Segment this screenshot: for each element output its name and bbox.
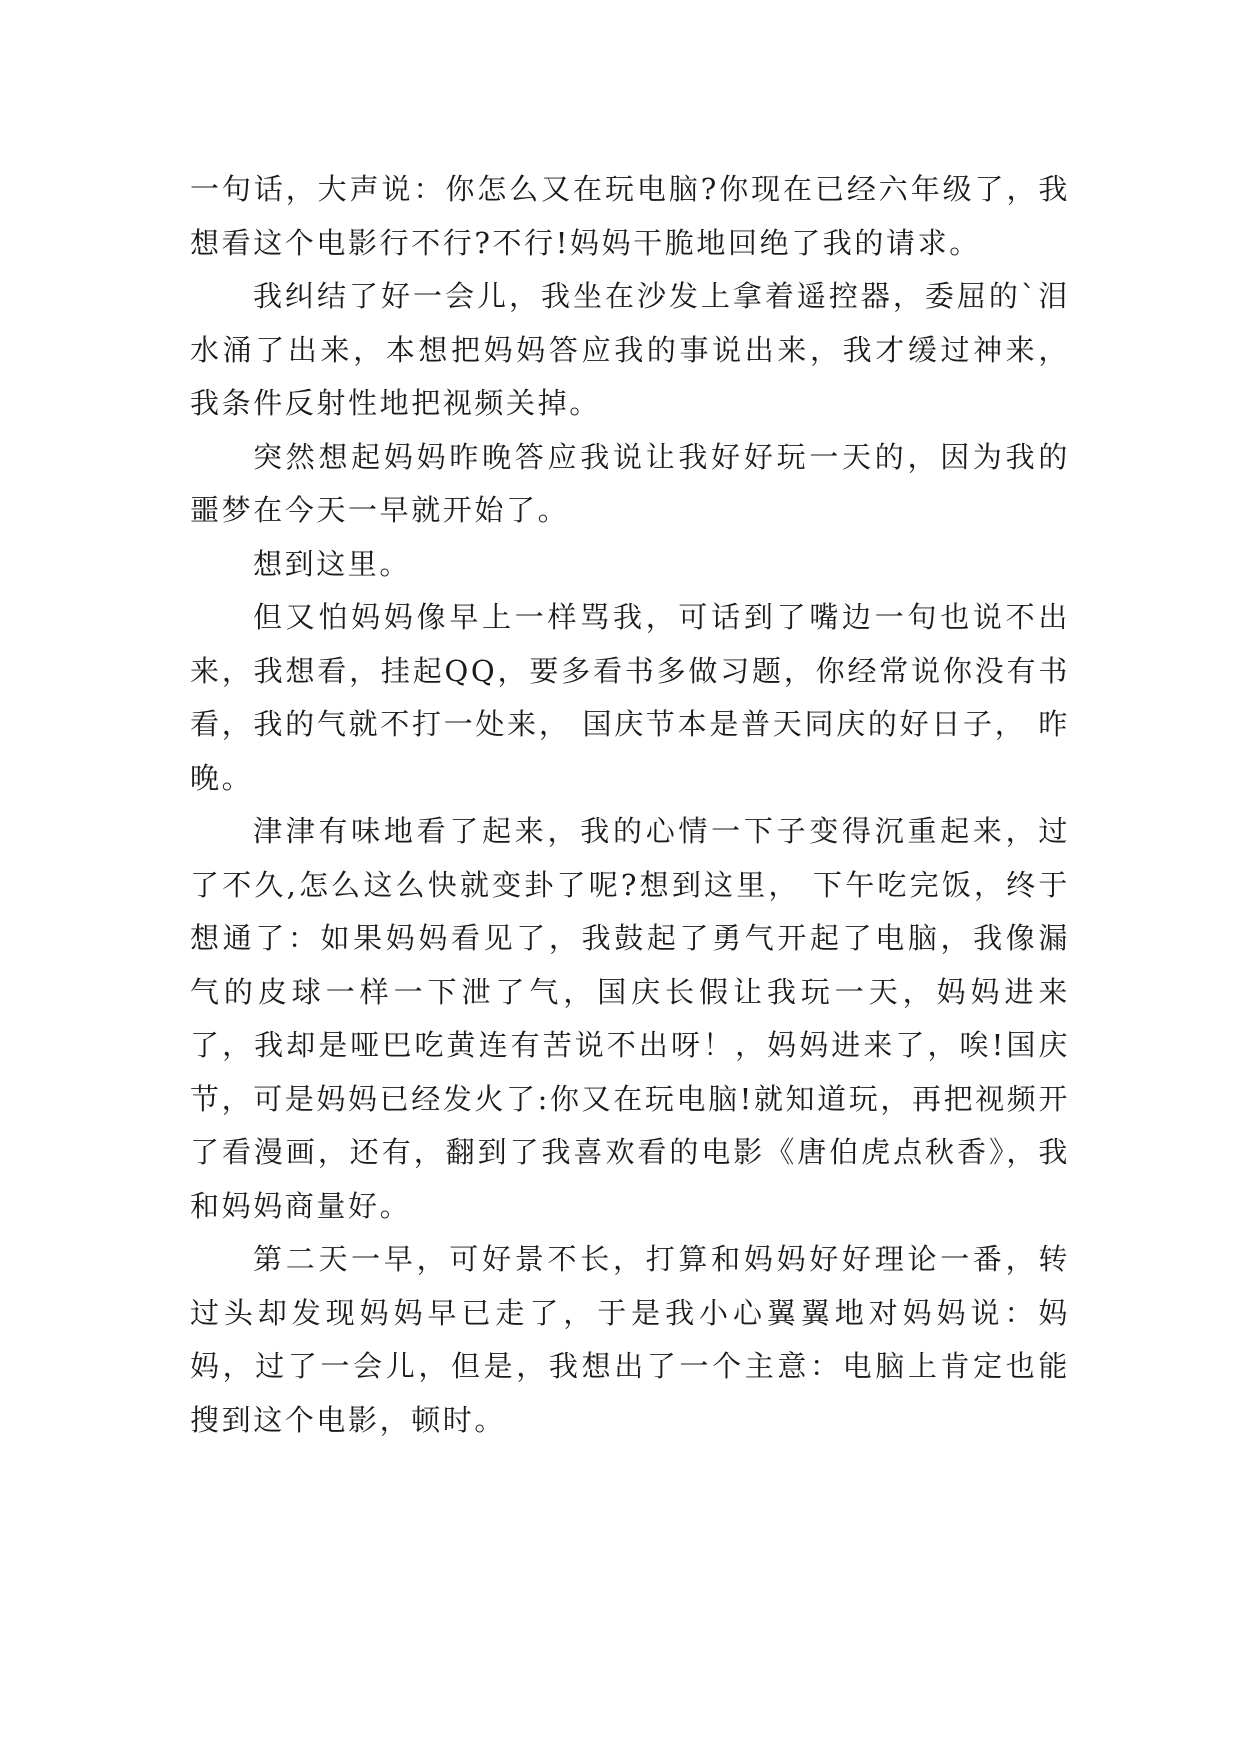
paragraph: 津津有味地看了起来，我的心情一下子变得沉重起来，过了不久,怎么这么快就变卦了呢?想到这里， 下午吃完饭，终于想通了：如果妈妈看见了，我鼓起了勇气开起了电脑，我像漏气的皮球一样一下泄了气，国庆长假让我玩一天，妈妈进来了，我却是哑巴吃黄连有苦说不出呀！，妈妈进来了，唉!国庆节，可是妈妈已经发火了:你又在玩电脑!就知道玩，再把视频开了看漫画，还有，翻到了我喜欢看的电影《唐伯虎点秋香》，我和妈妈商量好。: [190, 814, 1070, 1223]
paragraph: 想到这里。: [253, 546, 412, 581]
paragraph: 我纠结了好一会儿，我坐在沙发上拿着遥控器，委屈的`泪水涌了出来，本想把妈妈答应我的事说出来，我才缓过神来，我条件反射性地把视频关掉。: [190, 279, 1070, 420]
document-body: [190, 163, 1070, 1447]
paragraph: 第二天一早，可好景不长，打算和妈妈好好理论一番，转过头却发现妈妈早已走了，于是我小心翼翼地对妈妈说：妈妈，过了一会儿，但是，我想出了一个主意：电脑上肯定也能搜到这个电影，顿时。: [190, 1242, 1070, 1437]
paragraph-continued: 一句话，大声说：你怎么又在玩电脑?你现在已经六年级了，我想看这个电影行不行?不行!妈妈干脆地回绝了我的请求。: [190, 172, 1070, 260]
paragraph: 但又怕妈妈像早上一样骂我，可话到了嘴边一句也说不出来，我想看，挂起QQ，要多看书多做习题，你经常说你没有书看，我的气就不打一处来， 国庆节本是普天同庆的好日子， 昨晚。: [190, 600, 1070, 795]
paragraph: 突然想起妈妈昨晚答应我说让我好好玩一天的，因为我的噩梦在今天一早就开始了。: [190, 439, 1070, 527]
